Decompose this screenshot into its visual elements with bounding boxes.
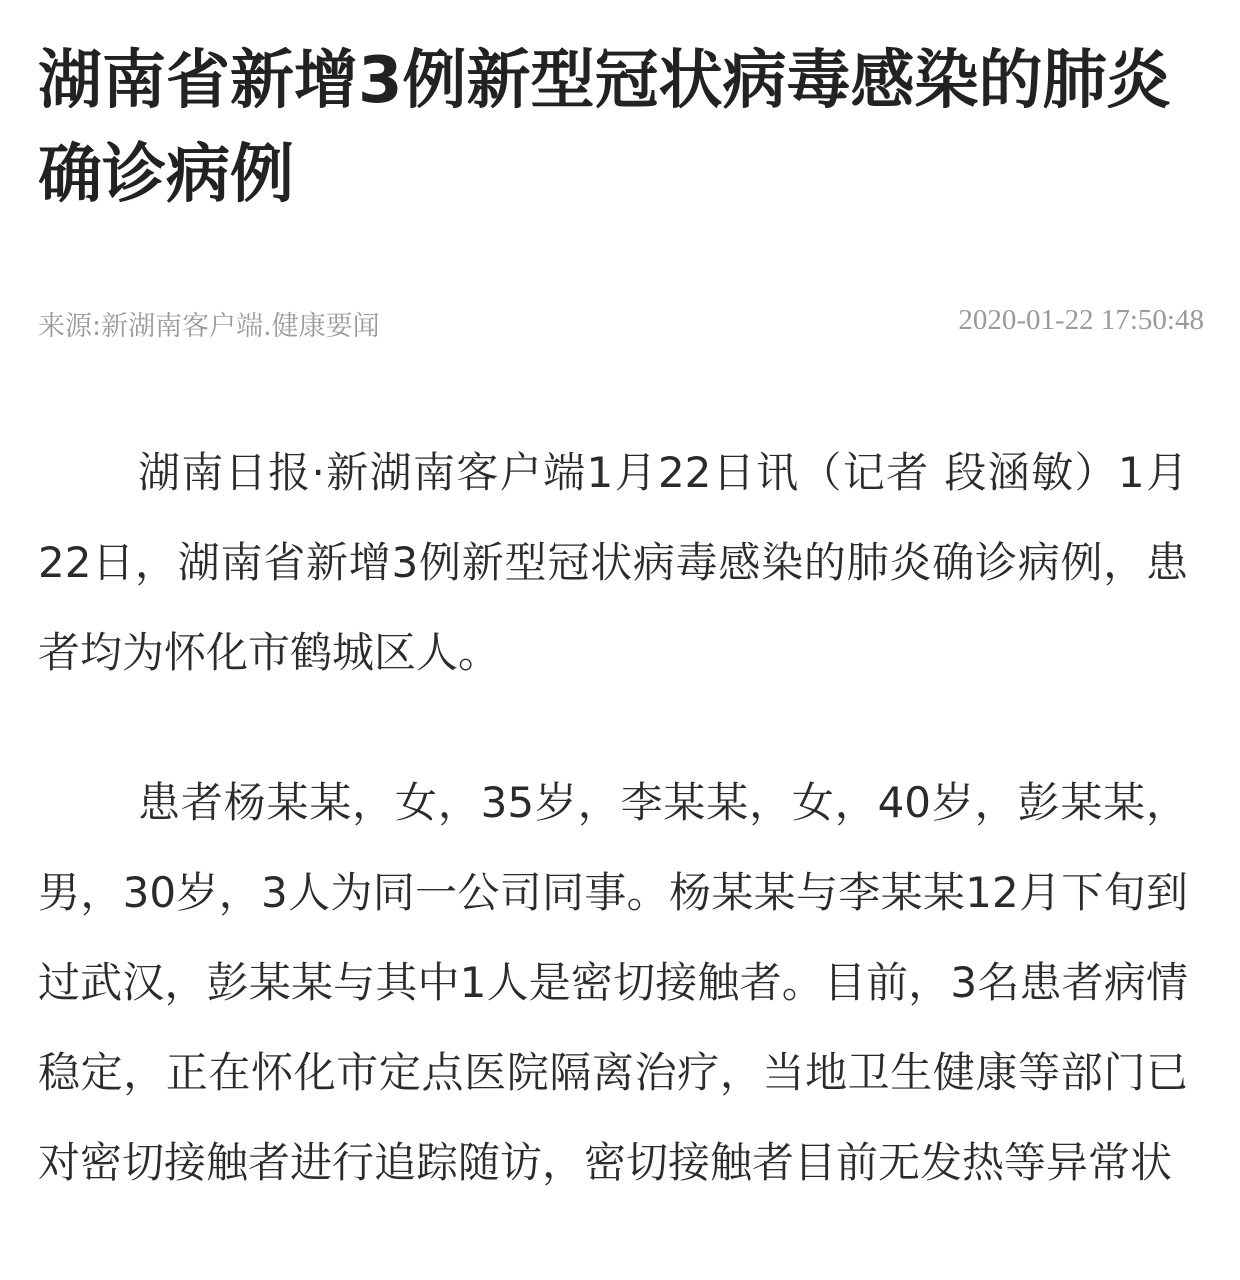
article-timestamp: 2020-01-22 17:50:48 (958, 304, 1204, 336)
article-title: 湖南省新增3例新型冠状病毒感染的肺炎确诊病例 (38, 44, 1171, 212)
article-paragraph: 湖南日报·新湖南客户端1月22日讯（记者 段涵敏）1月22日，湖南省新增3例新型冠状病毒感染的肺炎确诊病例，患者均为怀化市鹤城区人。 (38, 448, 1188, 677)
article-meta (38, 304, 1204, 344)
article-paragraph: 患者杨某某，女，35岁，李某某，女，40岁，彭某某，男，30岁，3人为同一公司同事。杨某某与李某某12月下旬到过武汉，彭某某与其中1人是密切接触者。目前，3名患者病情稳定，正在怀化市定点医院隔离治疗，当地卫生健康等部门已对密切接触者进行追踪随访，密切接触者目前无发热等异常状 (38, 778, 1188, 1187)
article (38, 0, 1204, 1187)
article-body (38, 428, 1188, 1268)
article-source: 来源:新湖南客户端.健康要闻 (38, 311, 380, 342)
